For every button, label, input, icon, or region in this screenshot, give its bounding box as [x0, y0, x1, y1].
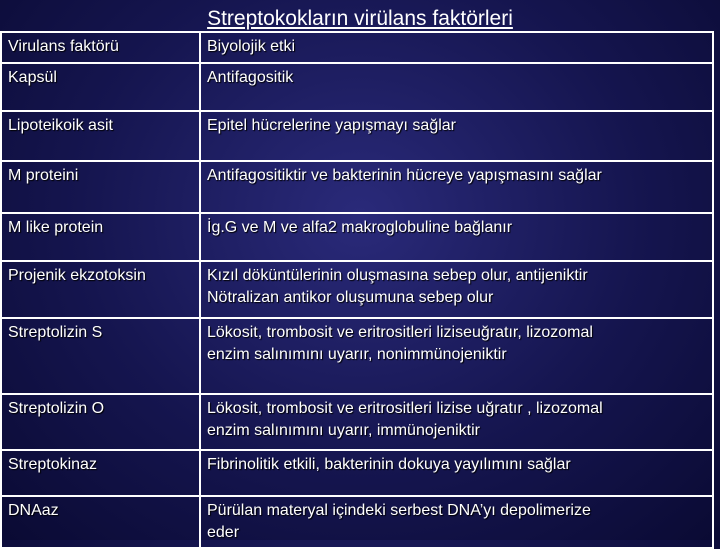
effect-cell [200, 161, 713, 213]
table-row [1, 261, 713, 318]
factor-cell: Streptolizin S [1, 318, 200, 394]
factor-cell: Streptokinaz [1, 450, 200, 496]
effect-line: enzim salınımını uyarır, immünojeniktir [207, 422, 480, 439]
factor-cell: Streptolizin O [1, 394, 200, 450]
effect-line: Kızıl döküntülerinin oluşmasına sebep olur, antijeniktir [207, 267, 588, 284]
table-row [1, 111, 713, 161]
virulence-factors-table [0, 31, 714, 549]
effect-cell [200, 261, 713, 318]
header-cell-factor: Virulans faktörü [1, 32, 200, 63]
effect-line: Epitel hücrelerine yapışmayı sağlar [207, 117, 457, 134]
factor-cell: M like protein [1, 213, 200, 261]
effect-cell [200, 450, 713, 496]
factor-cell: Lipoteikoik asit [1, 111, 200, 161]
table-row [1, 63, 713, 111]
table-row [1, 161, 713, 213]
effect-cell [200, 213, 713, 261]
effect-line: Nötralizan antikor oluşumuna sebep olur [207, 289, 494, 306]
effect-line: Antifagositiktir ve bakterinin hücreye yapışmasını sağlar [207, 167, 602, 184]
factor-cell: Projenik ekzotoksin [1, 261, 200, 318]
effect-line: Fibrinolitik etkili, bakterinin dokuya yayılımını sağlar [207, 456, 571, 473]
header-cell-effect: Biyolojik etki [200, 32, 713, 63]
slide-title: Streptokokların virülans faktörleri [207, 7, 513, 30]
effect-line: Pürülan materyal içindeki serbest DNA’yı depolimerize [207, 502, 591, 519]
table-row [1, 318, 713, 394]
factor-cell: Kapsül [1, 63, 200, 111]
table-row [1, 496, 713, 548]
effect-line: İg.G ve M ve alfa2 makroglobuline bağlanır [207, 219, 513, 236]
table-row [1, 394, 713, 450]
effect-line: Lökosit, trombosit ve eritrositleri liziseuğratır, lizozomal [207, 324, 593, 341]
effect-cell [200, 496, 713, 548]
effect-cell [200, 318, 713, 394]
factor-cell: DNAaz [1, 496, 200, 548]
factor-cell: M proteini [1, 161, 200, 213]
effect-line: eder [207, 524, 240, 541]
effect-cell [200, 63, 713, 111]
effect-line: Antifagositik [207, 69, 294, 86]
table-row [1, 213, 713, 261]
effect-cell [200, 394, 713, 450]
effect-line: enzim salınımını uyarır, nonimmünojeniktir [207, 346, 507, 363]
table-row [1, 450, 713, 496]
effect-line: Lökosit, trombosit ve eritrositleri lizise uğratır , lizozomal [207, 400, 603, 417]
table-header-row [1, 32, 713, 63]
effect-cell [200, 111, 713, 161]
